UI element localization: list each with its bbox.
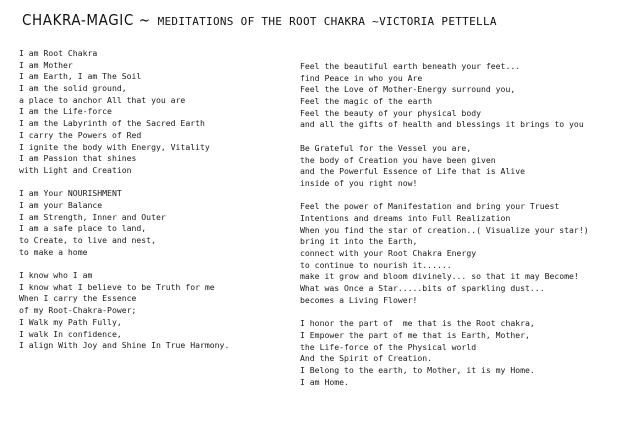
poem-line: I am Root Chakra — [19, 48, 98, 58]
poem-line: Be Grateful for the Vessel you are, — [300, 142, 472, 153]
poem-left-column — [19, 48, 229, 352]
poem-line: Intentions and dreams into Full Realization — [300, 212, 511, 223]
title-sub: MEDITATIONS OF THE ROOT CHAKRA ~VICTORIA PETTELLA — [150, 15, 497, 28]
poem-line: becomes a Living Flower! — [300, 294, 418, 305]
poem-line: I am Your NOURISHMENT — [19, 188, 122, 199]
poem-line: What was Once a Star.....bits of sparkling dust... — [300, 283, 545, 294]
poem-line: I carry the Powers of Red — [19, 129, 142, 140]
poem-line: I honor the part of me that is the Root chakra, — [300, 318, 535, 329]
poem-line: Feel the beauty of your physical body — [300, 107, 481, 118]
stanza-gap — [300, 190, 589, 202]
poem-line: connect with your Root Chakra Energy — [300, 248, 477, 258]
poem-line: I Empower the part of me that is Earth, Mother, — [300, 329, 530, 340]
stanza-gap — [19, 258, 229, 270]
page-title — [22, 12, 497, 28]
poem-line: inside of you right now! — [300, 177, 418, 188]
poem-line: I know what I believe to be Truth for me — [19, 281, 215, 292]
poem-line: Feel the magic of the earth — [300, 96, 433, 107]
poem-line: I am Strength, Inner and Outer — [19, 211, 166, 222]
poem-line: I am Mother — [19, 59, 73, 70]
title-main: CHAKRA-MAGIC ~ — [22, 11, 151, 29]
poem-line: bring it into the Earth, — [300, 236, 418, 247]
poem-line: I am your Balance — [19, 199, 103, 210]
poem-line: Feel the beautiful earth beneath your feet... — [300, 61, 521, 71]
poem-line: I am Earth, I am The Soil — [19, 71, 142, 82]
poem-line: When you find the star of creation..( Visualize your star!) — [300, 224, 589, 235]
poem-line: I am the solid ground, — [19, 83, 127, 94]
poem-line: I Belong to the earth, to Mother, it is my Home. — [300, 364, 535, 375]
poem-line: I align With Joy and Shine In True Harmony. — [19, 340, 230, 351]
poem-line: I am Passion that shines — [19, 153, 137, 164]
stanza-gap — [19, 177, 229, 189]
poem-line: a place to anchor All that you are — [19, 94, 186, 105]
poem-line: When I carry the Essence — [19, 293, 137, 304]
poem-line: with Light and Creation — [19, 164, 132, 175]
poem-line: to continue to nourish it...... — [300, 259, 452, 270]
poem-line: make it grow and bloom divinely... so that it may Become! — [300, 271, 579, 282]
poem-line: I am Home. — [300, 376, 349, 387]
poem-line: I ignite the body with Energy, Vitality — [19, 141, 210, 152]
poem-line: I Walk my Path Fully, — [19, 316, 122, 327]
poem-line: the Life-force of the Physical world — [300, 341, 477, 352]
poem-line: I am the Life-force — [19, 106, 112, 117]
poem-line: I am a safe place to land, — [19, 223, 147, 234]
poem-line: And the Spirit of Creation. — [300, 353, 433, 364]
poem-right-column — [300, 61, 589, 388]
poem-line: to Create, to live and nest, — [19, 235, 156, 245]
poem-line: find Peace in who you Are — [300, 72, 423, 83]
poem-line: I know who I am — [19, 270, 93, 281]
poem-line: I walk In confidence, — [19, 328, 122, 339]
poem-line: the body of Creation you have been given — [300, 154, 496, 165]
poem-line: and all the gifts of health and blessings it brings to you — [300, 119, 584, 130]
poem-line: of my Root-Chakra-Power; — [19, 305, 137, 316]
stanza-gap — [300, 131, 589, 143]
poem-line: to make a home — [19, 246, 88, 257]
poem-line: and the Powerful Essence of Life that is Alive — [300, 166, 526, 177]
poem-line: Feel the power of Manifestation and bring your Truest — [300, 201, 560, 212]
stanza-gap — [300, 306, 589, 318]
poem-line: I am the Labyrinth of the Sacred Earth — [19, 118, 205, 129]
poem-line: Feel the Love of Mother-Energy surround you, — [300, 84, 516, 95]
